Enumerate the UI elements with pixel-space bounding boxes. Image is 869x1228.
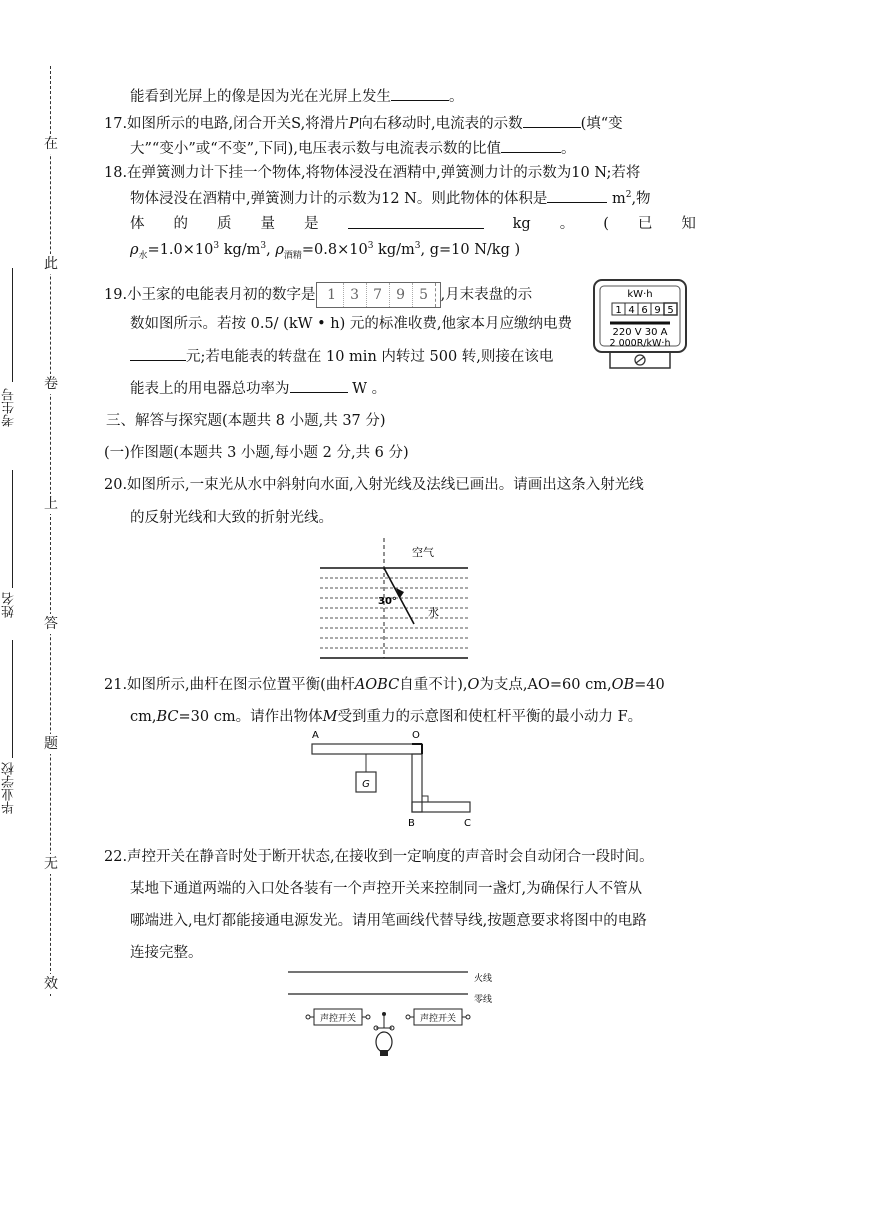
margin-char: 答 (44, 616, 58, 632)
terminal-icon (306, 1015, 310, 1019)
q18-line-4: $\rho_水=1.0\times 10^3$ $kg/m^3$, $\rho_{酒精}=0.8\times 10^3$ $kg/m^3$, g=10 N/kg ) (130, 241, 521, 261)
meter-digit: 4 (628, 305, 635, 316)
q16-answer-blank[interactable] (391, 86, 449, 101)
school-blank[interactable] (12, 640, 13, 758)
energy-meter-figure (590, 276, 690, 372)
water-label: 水 (428, 606, 439, 619)
lever-arm-ao (312, 744, 422, 754)
name-label: 姓名 (2, 592, 17, 618)
air-label: 空气 (412, 546, 434, 559)
lever-arm-bc (412, 802, 470, 812)
object-g-label: G (362, 779, 370, 790)
margin-char: 效 (44, 976, 58, 992)
q18-line-1: 18.在弹簧测力计下挂一个物体,将物体浸没在酒精中,弹簧测力计的示数为10 N;若将 (104, 165, 641, 181)
lever-arm-ob (412, 754, 422, 812)
q19-line-4: 能表上的用电器总功率为 W 。 (130, 378, 386, 399)
q19-line-1: 19.小王家的电能表月初的数字是 1 3 7 9 5 ,月末表盘的示 (104, 282, 532, 308)
point-a-label: A (312, 730, 319, 741)
meter-digit: 6 (641, 305, 648, 316)
terminal-icon (366, 1015, 370, 1019)
sound-switch-left-label: 声控开关 (319, 1014, 357, 1024)
lever-figure (308, 726, 478, 828)
candidate-number-blank[interactable] (12, 268, 13, 382)
q17-answer-blank-1[interactable] (523, 113, 581, 128)
q21-line-2: cm,BC=30 cm。请作出物体M受到重力的示意图和使杠杆平衡的最小动力 F。 (130, 709, 643, 725)
meter-digit-window (612, 303, 677, 316)
q16-tail: 能看到光屏上的像是因为光在光屏上发生 。 (130, 86, 464, 107)
name-blank[interactable] (12, 470, 13, 588)
q18-line-2: 物体浸没在酒精中,弹簧测力计的示数为12 N。则此物体的体积是 $m^2$,物 (130, 188, 651, 209)
q17-line-1: 17.如图所示的电路,闭合开关S,将滑片P向右移动时,电流表的示数 (填“变 (104, 113, 623, 134)
right-angle-mark (422, 796, 428, 802)
bulb-icon (376, 1032, 392, 1052)
margin-char: 卷 (44, 376, 58, 392)
meter-digit: 1 (615, 305, 622, 316)
meter-rating-label: 220 V 30 A (612, 327, 668, 338)
q18-line-3: 体 的 质 量 是 kg 。 ( 已 知 (130, 216, 696, 232)
section-3-1-heading: (一)作图题(本题共 3 小题,每小题 2 分,共 6 分) (104, 445, 409, 461)
q18-volume-blank[interactable] (547, 188, 607, 203)
meter-start-reading: 1 3 7 9 5 (316, 282, 441, 308)
q17-line-2: 大”“变小”或“不变”,下同),电压表示数与电流表示数的比值 。 (130, 138, 575, 159)
live-wire-label: 火线 (474, 974, 493, 984)
q22-line-4: 连接完整。 (130, 945, 203, 961)
candidate-number-label: 考生号 (2, 388, 17, 427)
point-b-label: B (408, 818, 415, 828)
meter-rev-label: 2 000R/kW·h (609, 338, 671, 349)
angle-label: 30° (378, 596, 397, 607)
meter-digit: 9 (654, 305, 661, 316)
q17-answer-blank-2[interactable] (501, 138, 561, 153)
margin-char: 题 (44, 736, 58, 752)
terminal-icon (406, 1015, 410, 1019)
margin-char: 此 (44, 256, 58, 272)
lamp-terminal-icon (382, 1012, 386, 1016)
q20-line-1: 20.如图所示,一束光从水中斜射向水面,入射光线及法线已画出。请画出这条入射光线 (104, 477, 644, 493)
q18-mass-blank[interactable] (348, 214, 484, 229)
meter-unit-label: kW·h (627, 289, 653, 300)
q19-fee-blank[interactable] (130, 346, 186, 361)
q22-line-3: 哪端进入,电灯都能接通电源发光。请用笔画线代替导线,按题意要求将图中的电路 (130, 913, 647, 929)
refraction-figure (316, 536, 472, 662)
q20-line-2: 的反射光线和大致的折射光线。 (130, 510, 333, 526)
point-o-label: O (412, 730, 420, 741)
school-label: 毕业学校 (2, 762, 17, 814)
margin-char: 上 (44, 496, 58, 512)
circuit-figure (284, 964, 504, 1060)
q19-line-3: 元;若电能表的转盘在 10 min 内转过 500 转,则接在该电 (130, 346, 553, 367)
neutral-wire-label: 零线 (474, 995, 493, 1005)
q22-line-1: 22.声控开关在静音时处于断开状态,在接收到一定响度的声音时会自动闭合一段时间。 (104, 849, 654, 865)
margin-char: 在 (44, 136, 58, 152)
q22-line-2: 某地下通道两端的入口处各装有一个声控开关来控制同一盏灯,为确保行人不管从 (130, 881, 643, 897)
q19-power-blank[interactable] (290, 378, 348, 393)
margin-char: 无 (44, 856, 58, 872)
section-3-heading: 三、解答与探究题(本题共 8 小题,共 37 分) (106, 413, 386, 429)
sound-switch-right-label: 声控开关 (419, 1014, 457, 1024)
q21-line-1: 21.如图所示,曲杆在图示位置平衡(曲杆AOBC自重不计),O为支点,AO=60 cm,OB=40 (104, 677, 665, 693)
terminal-icon (466, 1015, 470, 1019)
point-c-label: C (464, 818, 471, 828)
meter-digit: 5 (667, 305, 674, 316)
q19-line-2: 数如图所示。若按 0.5/ (kW • h) 元的标准收费,他家本月应缴纳电费 (130, 316, 572, 332)
